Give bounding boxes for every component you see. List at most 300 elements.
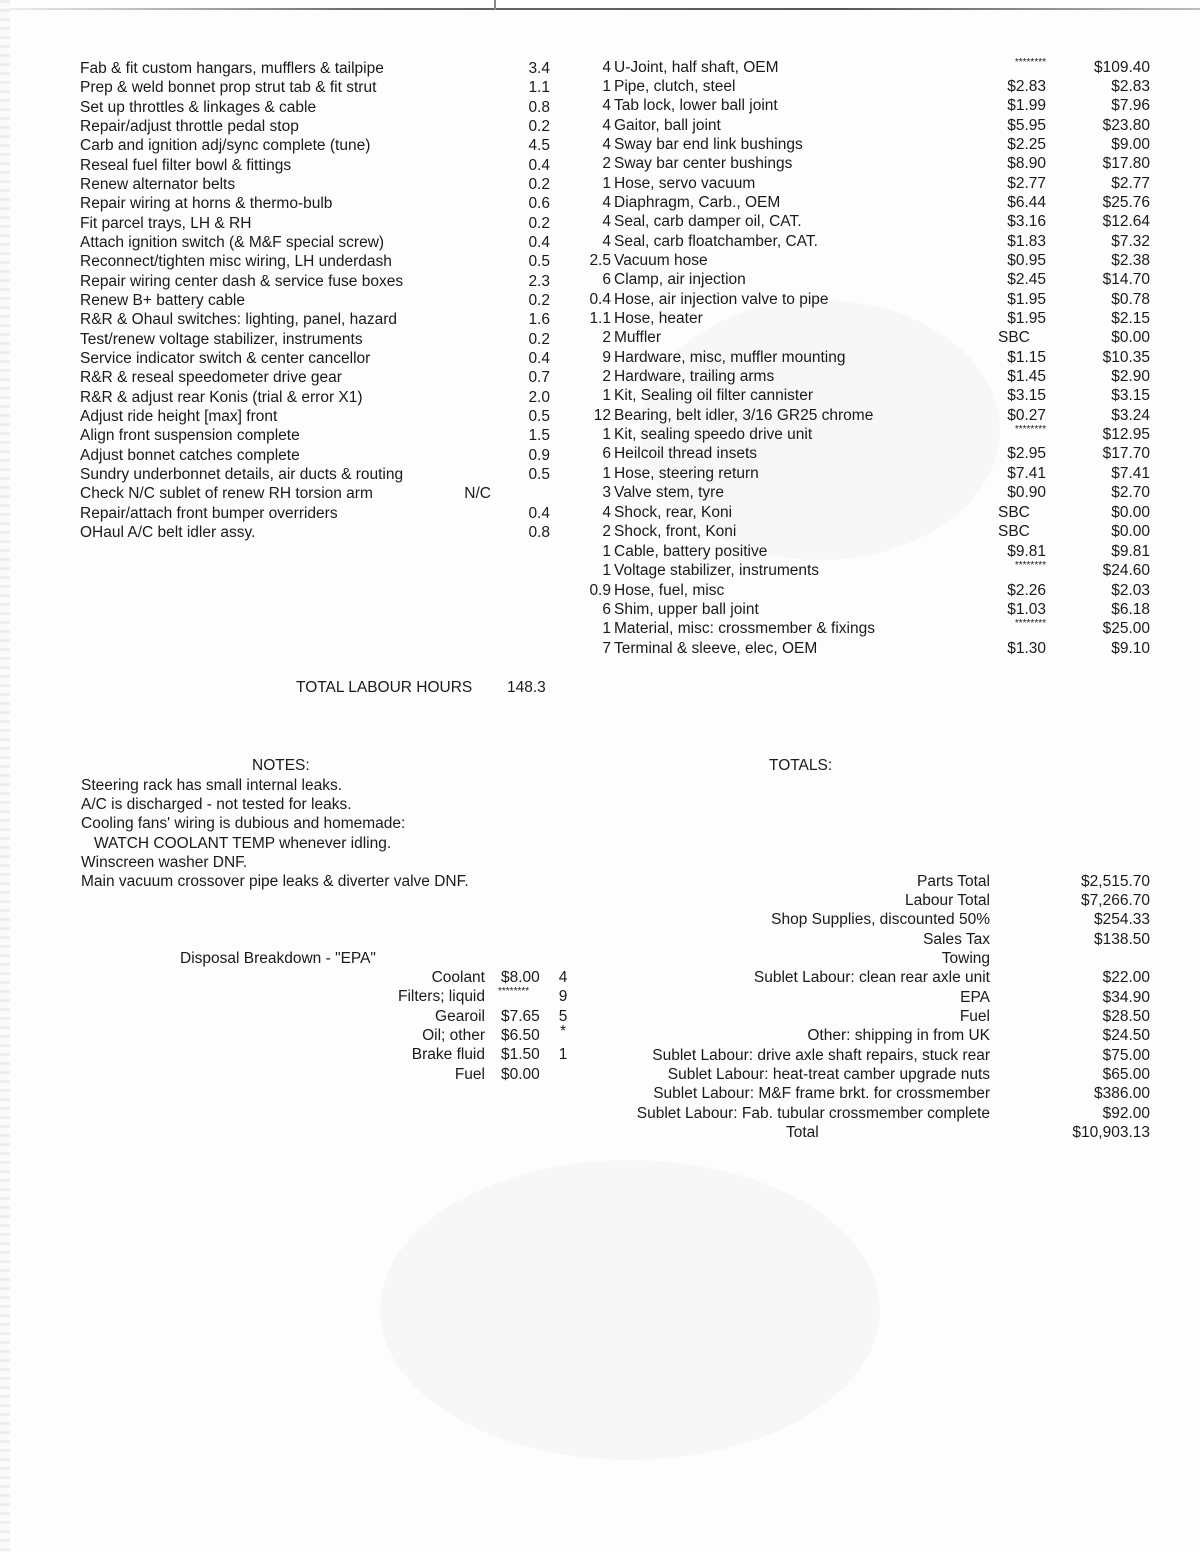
parts-row (580, 212, 1152, 231)
part-extended-price: $2.38 (1111, 252, 1150, 269)
parts-row (580, 542, 1152, 561)
part-extended-price: $23.80 (1102, 117, 1150, 134)
labour-hours: 0.7 (528, 369, 550, 386)
parts-row (580, 193, 1152, 212)
labour-row (80, 330, 550, 349)
disposal-price: $7.65 (501, 1008, 540, 1025)
part-extended-price: $10.35 (1102, 349, 1150, 366)
part-quantity: 1 (602, 562, 611, 579)
parts-row (580, 522, 1152, 541)
part-unit-price: $1.95 (1007, 310, 1046, 327)
disposal-code-cell (557, 1022, 569, 1041)
labour-hours: 0.9 (528, 447, 550, 464)
parts-row (580, 77, 1152, 96)
totals-row (600, 1046, 1152, 1065)
disposal-code-cell (557, 968, 569, 987)
part-quantity: 1 (602, 426, 611, 443)
disposal-price-cell (501, 1065, 551, 1084)
disposal-price-cell (498, 987, 548, 1006)
totals-value: $254.33 (1093, 911, 1150, 928)
part-unit-price: $2.25 (1007, 136, 1046, 153)
part-quantity: 4 (602, 233, 611, 250)
labour-hours: 1.5 (528, 427, 550, 444)
part-unit-price: $2.95 (1007, 445, 1046, 462)
part-quantity: 12 (593, 407, 611, 424)
labour-description: Repair/adjust throttle pedal stop (80, 118, 299, 135)
parts-row (580, 116, 1152, 135)
part-description: Kit, sealing speedo drive unit (614, 426, 813, 443)
part-unit-price: $7.41 (1007, 465, 1046, 482)
part-extended-price: $2.77 (1111, 175, 1150, 192)
parts-row (580, 154, 1152, 173)
part-description: Terminal & sleeve, elec, OEM (614, 640, 818, 657)
part-description: Hose, air injection valve to pipe (614, 291, 829, 308)
part-description: Shim, upper ball joint (614, 601, 759, 618)
disposal-code: 9 (558, 988, 568, 1005)
totals-value: $2,515.70 (1081, 873, 1150, 890)
part-description: Cable, battery positive (614, 543, 768, 560)
part-description: Seal, carb damper oil, CAT. (614, 213, 802, 230)
labour-hours: 2.0 (528, 389, 550, 406)
part-description: Hose, steering return (614, 465, 759, 482)
disposal-price-cell (501, 1026, 551, 1045)
labour-hours: 0.4 (528, 234, 550, 251)
labour-hours: 4.5 (528, 137, 550, 154)
labour-description: Sundry underbonnet details, air ducts & routing (80, 466, 404, 483)
labour-hours: 1.1 (528, 79, 550, 96)
part-extended-price: $9.81 (1111, 543, 1150, 560)
labour-hours: 0.2 (528, 176, 550, 193)
part-quantity: 4 (602, 97, 611, 114)
part-extended-price: $25.00 (1102, 620, 1150, 637)
part-quantity: 1.1 (589, 310, 611, 327)
parts-row (580, 561, 1152, 580)
disposal-code-cell (557, 987, 569, 1006)
part-unit-price: SBC (998, 329, 1030, 346)
part-description: Pipe, clutch, steel (614, 78, 736, 95)
part-extended-price: $12.95 (1102, 426, 1150, 443)
parts-row (580, 290, 1152, 309)
part-description: Bearing, belt idler, 3/16 GR25 chrome (614, 407, 874, 424)
totals-value: $65.00 (1102, 1066, 1150, 1083)
totals-row (600, 872, 1152, 891)
note-line: A/C is discharged - not tested for leaks. (81, 796, 352, 813)
labour-row (80, 272, 550, 291)
part-unit-price: $2.77 (1007, 175, 1046, 192)
part-quantity: 4 (602, 213, 611, 230)
labour-description: Fit parcel trays, LH & RH (80, 215, 252, 232)
parts-row (580, 58, 1152, 77)
part-unit-price: SBC (998, 504, 1030, 521)
part-description: Voltage stabilizer, instruments (614, 562, 820, 579)
disposal-label: Gearoil (435, 1008, 485, 1025)
labour-hours: 2.3 (528, 273, 550, 290)
part-quantity: 7 (602, 640, 611, 657)
part-extended-price: $7.32 (1111, 233, 1150, 250)
part-extended-price: $3.15 (1111, 387, 1150, 404)
labour-hours: 0.2 (528, 331, 550, 348)
parts-row (580, 600, 1152, 619)
part-quantity: 2 (602, 523, 611, 540)
labour-row (80, 175, 550, 194)
part-quantity: 2 (602, 329, 611, 346)
part-description: Valve stem, tyre (614, 484, 724, 501)
labour-row (80, 446, 550, 465)
totals-label: EPA (960, 989, 990, 1006)
part-quantity: 3 (602, 484, 611, 501)
part-description: Sway bar end link bushings (614, 136, 803, 153)
part-quantity: 0.9 (589, 582, 611, 599)
disposal-label-cell (300, 987, 485, 1006)
parts-row (580, 386, 1152, 405)
part-unit-price: ******** (1014, 424, 1046, 435)
part-unit-price: $8.90 (1007, 155, 1046, 172)
labour-row (80, 117, 550, 136)
labour-description: Renew B+ battery cable (80, 292, 245, 309)
disposal-code: 5 (558, 1008, 568, 1025)
disposal-label-cell (300, 1045, 485, 1064)
labour-hours: 0.6 (528, 195, 550, 212)
part-quantity: 4 (602, 117, 611, 134)
labour-hours: 0.8 (528, 524, 550, 541)
totals-row (600, 1104, 1152, 1123)
totals-value: $28.50 (1102, 1008, 1150, 1025)
labour-description: Renew alternator belts (80, 176, 236, 193)
part-unit-price: $3.15 (1007, 387, 1046, 404)
totals-row (600, 1026, 1152, 1045)
labour-hours: 1.6 (528, 311, 550, 328)
part-unit-price: ******** (1014, 57, 1046, 68)
parts-row (580, 444, 1152, 463)
part-unit-price: $1.95 (1007, 291, 1046, 308)
totals-label: Towing (941, 950, 990, 967)
part-unit-price: $0.95 (1007, 252, 1046, 269)
parts-row (580, 483, 1152, 502)
labour-hours: 0.5 (528, 408, 550, 425)
page-top-edge-line (0, 8, 1200, 10)
totals-row (600, 988, 1152, 1007)
part-description: Muffler (614, 329, 662, 346)
part-unit-price: $3.16 (1007, 213, 1046, 230)
labour-row (80, 504, 550, 523)
part-quantity: 1 (602, 543, 611, 560)
part-unit-price: $1.15 (1007, 349, 1046, 366)
totals-label: Other: shipping in from UK (807, 1027, 990, 1044)
labour-row (80, 98, 550, 117)
part-extended-price: $2.03 (1111, 582, 1150, 599)
labour-description: Test/renew voltage stabilizer, instruments (80, 331, 363, 348)
part-extended-price: $12.64 (1102, 213, 1150, 230)
labour-row (80, 368, 550, 387)
part-extended-price: $17.70 (1102, 445, 1150, 462)
totals-label: Labour Total (904, 892, 990, 909)
part-description: Hardware, misc, muffler mounting (614, 349, 846, 366)
disposal-label-cell (300, 968, 485, 987)
part-extended-price: $109.40 (1093, 59, 1150, 76)
disposal-price: ******** (498, 986, 530, 997)
part-extended-price: $0.00 (1111, 329, 1150, 346)
labour-description: Adjust ride height [max] front (80, 408, 278, 425)
part-unit-price: $0.27 (1007, 407, 1046, 424)
labour-row (80, 349, 550, 368)
part-unit-price: $1.45 (1007, 368, 1046, 385)
part-quantity: 2 (602, 368, 611, 385)
parts-row (580, 581, 1152, 600)
part-quantity: 4 (602, 504, 611, 521)
disposal-label: Coolant (431, 969, 485, 986)
parts-row (580, 309, 1152, 328)
totals-value: $34.90 (1102, 989, 1150, 1006)
part-quantity: 1 (602, 175, 611, 192)
part-extended-price: $3.24 (1111, 407, 1150, 424)
totals-label: Shop Supplies, discounted 50% (771, 911, 990, 928)
disposal-label-cell (300, 1026, 485, 1045)
disposal-label: Oil; other (422, 1027, 485, 1044)
part-extended-price: $0.00 (1111, 504, 1150, 521)
part-extended-price: $2.90 (1111, 368, 1150, 385)
part-unit-price: $1.83 (1007, 233, 1046, 250)
labour-row (80, 214, 550, 233)
labour-row (80, 523, 550, 542)
part-description: Sway bar center bushings (614, 155, 793, 172)
totals-label: Parts Total (917, 873, 990, 890)
labour-description: Fab & fit custom hangars, mufflers & tailpipe (80, 60, 384, 77)
disposal-label-cell (300, 1007, 485, 1026)
totals-heading: TOTALS: (769, 757, 833, 774)
labour-row (80, 465, 550, 484)
labour-description: Prep & weld bonnet prop strut tab & fit strut (80, 79, 377, 96)
totals-value: $138.50 (1093, 931, 1150, 948)
labour-row (80, 388, 550, 407)
part-description: Gaitor, ball joint (614, 117, 721, 134)
totals-row (600, 1084, 1152, 1103)
labour-hours: 0.5 (528, 253, 550, 270)
part-extended-price: $7.41 (1111, 465, 1150, 482)
part-quantity: 1 (602, 387, 611, 404)
disposal-code: * (559, 1023, 567, 1040)
disposal-label: Fuel (454, 1066, 485, 1083)
totals-row (600, 968, 1152, 987)
parts-row (580, 619, 1152, 638)
part-extended-price: $7.96 (1111, 97, 1150, 114)
notes-heading: NOTES: (252, 757, 310, 774)
note-line: Main vacuum crossover pipe leaks & diverter valve DNF. (81, 873, 469, 890)
part-unit-price: $2.26 (1007, 582, 1046, 599)
totals-label: Sales Tax (923, 931, 990, 948)
labour-row (80, 136, 550, 155)
total-labour-hours-value: 148.3 (507, 679, 546, 696)
part-description: Shock, front, Koni (614, 523, 737, 540)
totals-value: $7,266.70 (1081, 892, 1150, 909)
totals-label: Sublet Labour: clean rear axle unit (753, 969, 990, 986)
disposal-price: $6.50 (501, 1027, 540, 1044)
disposal-heading: Disposal Breakdown - "EPA" (180, 950, 376, 967)
part-quantity: 6 (602, 445, 611, 462)
labour-description: Repair wiring at horns & thermo-bulb (80, 195, 333, 212)
part-unit-price: $6.44 (1007, 194, 1046, 211)
totals-value: $24.50 (1102, 1027, 1150, 1044)
labour-description: R&R & Ohaul switches: lighting, panel, hazard (80, 311, 398, 328)
part-unit-price: $9.81 (1007, 543, 1046, 560)
labour-hours: 0.2 (528, 292, 550, 309)
labour-description: Service indicator switch & center cancellor (80, 350, 371, 367)
note-line: Winscreen washer DNF. (81, 854, 248, 871)
labour-description: Carb and ignition adj/sync complete (tune) (80, 137, 371, 154)
part-description: Vacuum hose (614, 252, 708, 269)
totals-value: $386.00 (1093, 1085, 1150, 1102)
part-extended-price: $17.80 (1102, 155, 1150, 172)
parts-row (580, 406, 1152, 425)
part-quantity: 9 (602, 349, 611, 366)
part-unit-price: $1.99 (1007, 97, 1046, 114)
part-extended-price: $6.18 (1111, 601, 1150, 618)
part-description: Diaphragm, Carb., OEM (614, 194, 781, 211)
part-quantity: 4 (602, 136, 611, 153)
labour-row (80, 233, 550, 252)
part-extended-price: $2.70 (1111, 484, 1150, 501)
parts-row (580, 174, 1152, 193)
parts-row (580, 348, 1152, 367)
labour-description: Repair wiring center dash & service fuse boxes (80, 273, 404, 290)
part-unit-price: $1.30 (1007, 640, 1046, 657)
labour-description: R&R & reseal speedometer drive gear (80, 369, 342, 386)
part-quantity: 4 (602, 59, 611, 76)
part-unit-price: ******** (1014, 618, 1046, 629)
part-quantity: 6 (602, 271, 611, 288)
labour-row (80, 407, 550, 426)
disposal-price-cell (501, 1045, 551, 1064)
totals-label: Sublet Labour: M&F frame brkt. for crossmember (653, 1085, 990, 1102)
parts-row (580, 328, 1152, 347)
totals-row (600, 930, 1152, 949)
part-extended-price: $0.00 (1111, 523, 1150, 540)
part-description: Hose, servo vacuum (614, 175, 756, 192)
labour-hours: 0.2 (528, 118, 550, 135)
part-unit-price: $5.95 (1007, 117, 1046, 134)
disposal-price: $1.50 (501, 1046, 540, 1063)
labour-description: Set up throttles & linkages & cable (80, 99, 317, 116)
disposal-code: 1 (558, 1046, 568, 1063)
totals-value: $92.00 (1102, 1105, 1150, 1122)
labour-description: R&R & adjust rear Konis (trial & error X1) (80, 389, 363, 406)
part-unit-price: $0.90 (1007, 484, 1046, 501)
labour-description: Attach ignition switch (& M&F special screw) (80, 234, 385, 251)
totals-label: Sublet Labour: drive axle shaft repairs, stuck rear (652, 1047, 990, 1064)
parts-row (580, 464, 1152, 483)
labour-description: Reconnect/tighten misc wiring, LH underdash (80, 253, 392, 270)
part-quantity: 1 (602, 78, 611, 95)
part-quantity: 1 (602, 465, 611, 482)
grand-total-row (600, 1123, 1152, 1142)
disposal-code: 4 (558, 969, 568, 986)
note-line: WATCH COOLANT TEMP whenever idling. (94, 835, 392, 852)
labour-description: Repair/attach front bumper overriders (80, 505, 338, 522)
labour-row (80, 310, 550, 329)
labour-hours: 0.5 (528, 466, 550, 483)
labour-description: Adjust bonnet catches complete (80, 447, 300, 464)
part-unit-price: $1.03 (1007, 601, 1046, 618)
labour-row (80, 78, 550, 97)
labour-hours: N/C (464, 485, 491, 502)
parts-row (580, 367, 1152, 386)
labour-row (80, 156, 550, 175)
parts-row (580, 425, 1152, 444)
part-extended-price: $9.00 (1111, 136, 1150, 153)
totals-label: Sublet Labour: Fab. tubular crossmember complete (636, 1105, 990, 1122)
totals-label: Sublet Labour: heat-treat camber upgrade nuts (667, 1066, 990, 1083)
part-unit-price: $2.45 (1007, 271, 1046, 288)
part-extended-price: $25.76 (1102, 194, 1150, 211)
page-top-notch (494, 0, 496, 10)
labour-description: OHaul A/C belt idler assy. (80, 524, 256, 541)
part-extended-price: $2.83 (1111, 78, 1150, 95)
labour-row (80, 194, 550, 213)
labour-hours: 0.2 (528, 215, 550, 232)
labour-row (80, 59, 550, 78)
part-extended-price: $9.10 (1111, 640, 1150, 657)
labour-description: Check N/C sublet of renew RH torsion arm (80, 485, 373, 502)
part-description: Seal, carb floatchamber, CAT. (614, 233, 818, 250)
part-extended-price: $2.15 (1111, 310, 1150, 327)
totals-row (600, 1007, 1152, 1026)
part-extended-price: $0.78 (1111, 291, 1150, 308)
part-quantity: 0.4 (589, 291, 611, 308)
disposal-label: Brake fluid (411, 1046, 485, 1063)
labour-hours: 0.4 (528, 157, 550, 174)
part-description: Clamp, air injection (614, 271, 746, 288)
part-extended-price: $24.60 (1102, 562, 1150, 579)
part-description: Hose, fuel, misc (614, 582, 725, 599)
disposal-price: $0.00 (501, 1066, 540, 1083)
part-unit-price: $2.83 (1007, 78, 1046, 95)
labour-row (80, 291, 550, 310)
part-quantity: 6 (602, 601, 611, 618)
totals-row (600, 891, 1152, 910)
labour-hours: 0.4 (528, 350, 550, 367)
parts-row (580, 503, 1152, 522)
totals-label: Fuel (959, 1008, 990, 1025)
totals-row (600, 1065, 1152, 1084)
part-unit-price: ******** (1014, 560, 1046, 571)
part-description: U-Joint, half shaft, OEM (614, 59, 779, 76)
labour-row (80, 426, 550, 445)
labour-hours: 0.4 (528, 505, 550, 522)
disposal-price: $8.00 (501, 969, 540, 986)
disposal-label: Filters; liquid (398, 988, 485, 1005)
totals-value: $75.00 (1102, 1047, 1150, 1064)
labour-hours: 0.8 (528, 99, 550, 116)
part-unit-price: SBC (998, 523, 1030, 540)
part-description: Shock, rear, Koni (614, 504, 733, 521)
part-extended-price: $14.70 (1102, 271, 1150, 288)
part-description: Hose, heater (614, 310, 703, 327)
labour-description: Reseal fuel filter bowl & fittings (80, 157, 292, 174)
part-quantity: 1 (602, 620, 611, 637)
parts-row (580, 135, 1152, 154)
part-description: Kit, Sealing oil filter cannister (614, 387, 814, 404)
part-description: Tab lock, lower ball joint (614, 97, 778, 114)
part-description: Heilcoil thread insets (614, 445, 758, 462)
totals-row (600, 949, 1152, 968)
parts-row (580, 270, 1152, 289)
parts-row (580, 251, 1152, 270)
totals-value: $22.00 (1102, 969, 1150, 986)
part-quantity: 2.5 (589, 252, 611, 269)
labour-description: Align front suspension complete (80, 427, 300, 444)
note-line: Steering rack has small internal leaks. (81, 777, 343, 794)
scan-smudge (380, 1160, 880, 1460)
scan-left-edge (0, 0, 10, 1552)
